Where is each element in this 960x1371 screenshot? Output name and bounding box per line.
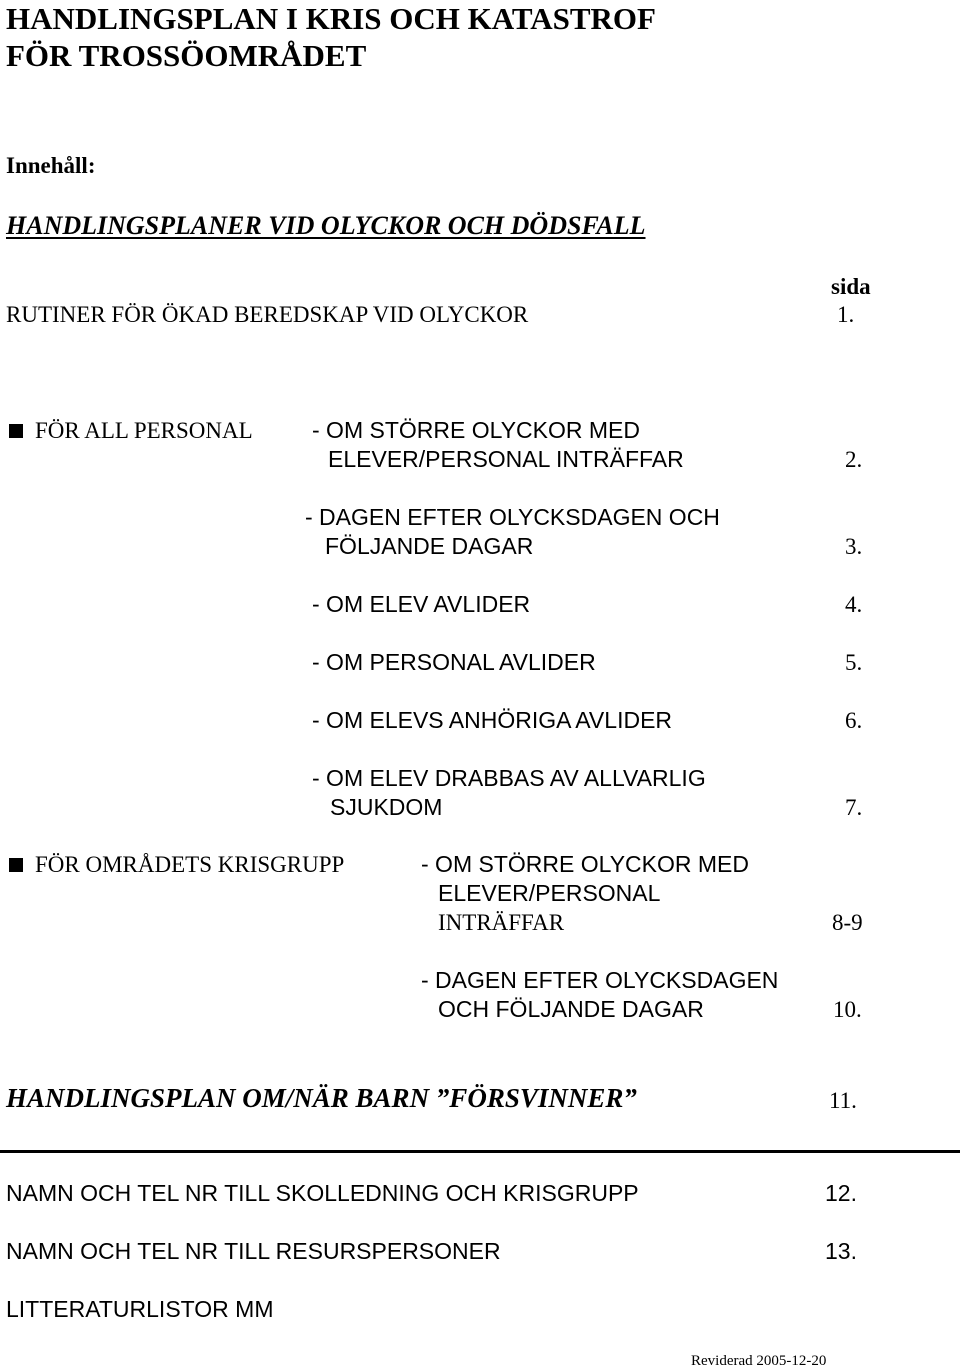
crisis-group-item-1-line2: ELEVER/PERSONAL	[438, 880, 661, 906]
crisis-group-item-2-line1: - DAGEN EFTER OLYCKSDAGEN	[421, 967, 779, 993]
routines-label: RUTINER FÖR ÖKAD BEREDSKAP VID OLYCKOR	[6, 302, 529, 327]
crisis-group-item-1-line3: INTRÄFFAR	[438, 910, 565, 935]
bullet-icon	[9, 858, 23, 872]
document-title-line2: FÖR TROSSÖOMRÅDET	[6, 38, 367, 73]
contact-line-1: NAMN OCH TEL NR TILL SKOLLEDNING OCH KRISGRUPP	[6, 1180, 639, 1206]
all-staff-item-3-page: 4.	[845, 592, 863, 617]
revised-date: Reviderad 2005-12-20	[691, 1353, 827, 1369]
all-staff-item-5-page: 6.	[845, 708, 863, 733]
section-heading: HANDLINGSPLANER VID OLYCKOR OCH DÖDSFALL	[6, 211, 646, 240]
all-staff-item-6-line1: - OM ELEV DRABBAS AV ALLVARLIG	[312, 765, 706, 791]
crisis-group-label: FÖR OMRÅDETS KRISGRUPP	[35, 852, 345, 877]
all-staff-item-6-line2: SJUKDOM	[330, 794, 443, 820]
crisis-group-item-2-page: 10.	[833, 997, 862, 1022]
missing-children-page: 11.	[829, 1088, 857, 1113]
contents-label: Innehåll:	[6, 153, 96, 178]
all-staff-item-6-page: 7.	[845, 795, 863, 820]
crisis-group-item-1-page: 8-9	[832, 910, 863, 935]
contact-line-2-page: 13.	[825, 1238, 857, 1264]
all-staff-label: FÖR ALL PERSONAL	[35, 418, 253, 443]
routines-page: 1.	[837, 302, 855, 327]
contact-line-2: NAMN OCH TEL NR TILL RESURSPERSONER	[6, 1238, 501, 1264]
all-staff-item-2-page: 3.	[845, 534, 863, 559]
all-staff-item-4-page: 5.	[845, 650, 863, 675]
all-staff-item-5: - OM ELEVS ANHÖRIGA AVLIDER	[312, 707, 673, 733]
bullet-icon	[9, 424, 23, 438]
all-staff-item-1-line2: ELEVER/PERSONAL INTRÄFFAR	[328, 446, 684, 472]
page-column-label: sida	[831, 274, 871, 299]
contact-line-1-page: 12.	[825, 1180, 857, 1206]
all-staff-item-2-line1: - DAGEN EFTER OLYCKSDAGEN OCH	[305, 504, 720, 530]
all-staff-item-1-line1: - OM STÖRRE OLYCKOR MED	[312, 417, 640, 443]
crisis-group-item-2-line2: OCH FÖLJANDE DAGAR	[438, 996, 704, 1022]
literature-line: LITTERATURLISTOR MM	[6, 1296, 274, 1322]
divider-rule	[0, 1150, 960, 1153]
document-title-line1: HANDLINGSPLAN I KRIS OCH KATASTROF	[6, 1, 656, 36]
crisis-group-item-1-line1: - OM STÖRRE OLYCKOR MED	[421, 851, 749, 877]
all-staff-item-3: - OM ELEV AVLIDER	[312, 591, 531, 617]
all-staff-item-4: - OM PERSONAL AVLIDER	[312, 649, 596, 675]
missing-children-heading: HANDLINGSPLAN OM/NÄR BARN ”FÖRSVINNER”	[6, 1083, 637, 1113]
all-staff-item-1-page: 2.	[845, 447, 863, 472]
all-staff-item-2-line2: FÖLJANDE DAGAR	[325, 533, 534, 559]
